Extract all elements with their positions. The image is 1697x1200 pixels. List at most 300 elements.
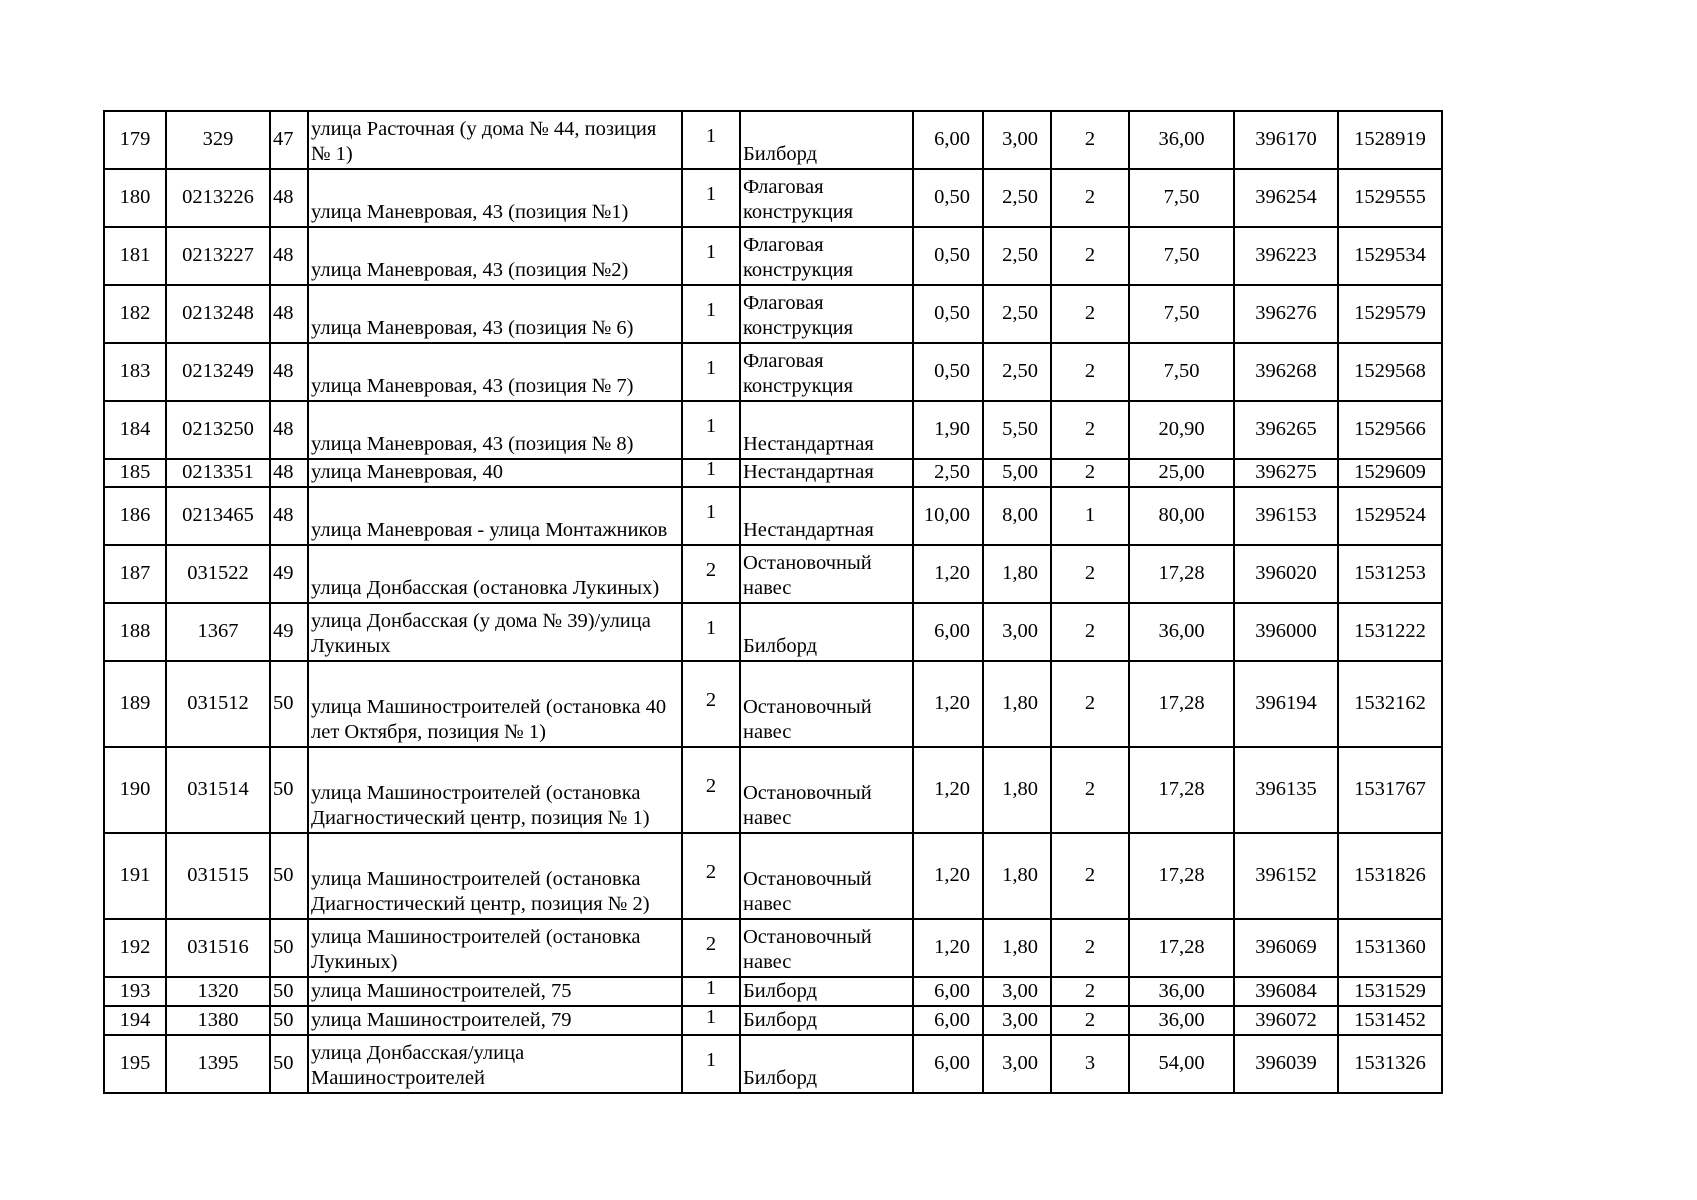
row-number: 182 [119,302,151,325]
row-number: 192 [119,936,151,959]
sides-count: 1 [705,299,717,322]
y-coordinate-cell [1338,343,1442,401]
area-value: 36,00 [1158,128,1205,151]
address-cell [308,1035,682,1093]
count-value-cell [1051,1006,1129,1035]
construction-type-cell [740,1006,913,1035]
height-value: 5,00 [1002,461,1038,484]
zone-number-cell [270,661,308,747]
x-coordinate-cell [1234,1006,1338,1035]
construction-code-cell [166,747,270,833]
address: улица Донбасская/улица Машиностроителей [311,1041,525,1090]
area-value: 7,50 [1163,302,1200,325]
address: улица Маневровая - улица Монтажников [311,519,668,542]
construction-type-cell [740,111,913,169]
count-value-cell [1051,111,1129,169]
y-coordinate: 1531326 [1354,1052,1426,1075]
area-value: 17,28 [1158,692,1205,715]
zone-number-cell [270,603,308,661]
area-value: 36,00 [1158,1008,1205,1031]
sides-count-cell [682,401,740,459]
area-value: 17,28 [1158,562,1205,585]
area-value-cell [1129,977,1234,1006]
x-coordinate-cell [1234,227,1338,285]
count-value-cell [1051,459,1129,487]
width-value: 10,00 [923,504,970,527]
zone-number-cell [270,285,308,343]
construction-type: Флаговая конструкция [743,349,854,398]
sides-count: 1 [705,125,717,148]
sides-count-cell [682,747,740,833]
y-coordinate: 1531529 [1354,979,1426,1002]
construction-type: Флаговая конструкция [743,175,854,224]
area-value-cell [1129,401,1234,459]
construction-code-cell [166,343,270,401]
construction-type: Билборд [743,1067,818,1090]
width-value-cell [913,545,983,603]
row-number-cell [104,1035,166,1093]
address: улица Машиностроителей (остановка Диагностический центр, позиция № 1) [311,781,650,830]
x-coordinate: 396135 [1255,778,1317,801]
sides-count-cell [682,977,740,1006]
sides-count: 1 [705,241,717,264]
sides-count-cell [682,919,740,977]
width-value: 6,00 [934,128,970,151]
row-number-cell [104,343,166,401]
address-cell [308,977,682,1006]
construction-type-cell [740,1035,913,1093]
sides-count: 1 [705,459,717,481]
row-number-cell [104,977,166,1006]
count-value: 2 [1084,418,1096,441]
count-value: 2 [1084,244,1096,267]
y-coordinate: 1531767 [1354,778,1426,801]
address: улица Машиностроителей, 79 [311,1009,572,1032]
height-value-cell [983,661,1051,747]
area-value-cell [1129,459,1234,487]
row-number: 179 [119,128,151,151]
construction-code: 0213249 [182,360,254,383]
x-coordinate: 396000 [1255,620,1317,643]
zone-number: 50 [273,979,294,1002]
width-value: 1,90 [934,418,970,441]
width-value-cell [913,401,983,459]
count-value: 2 [1084,360,1096,383]
sides-count-cell [682,1035,740,1093]
width-value-cell [913,1035,983,1093]
x-coordinate: 396223 [1255,244,1317,267]
area-value-cell [1129,1006,1234,1035]
sides-count: 2 [705,689,717,712]
sides-count-cell [682,661,740,747]
address: улица Донбасская (у дома № 39)/улица Лукиных [311,609,651,658]
row-number-cell [104,603,166,661]
height-value-cell [983,747,1051,833]
height-value: 2,50 [1002,186,1038,209]
table-row [104,977,1442,1006]
width-value-cell [913,747,983,833]
zone-number: 48 [273,360,294,383]
zone-number: 50 [273,1052,294,1075]
address-cell [308,401,682,459]
construction-code: 1367 [197,620,239,643]
address: улица Маневровая, 43 (позиция № 7) [311,375,634,398]
height-value-cell [983,459,1051,487]
construction-code-cell [166,169,270,227]
construction-code-cell [166,111,270,169]
area-value: 25,00 [1158,461,1205,484]
row-number: 180 [119,186,151,209]
zone-number-cell [270,111,308,169]
construction-type-cell [740,603,913,661]
construction-code: 0213226 [182,186,254,209]
sides-count-cell [682,343,740,401]
construction-type-cell [740,227,913,285]
construction-type: Флаговая конструкция [743,291,854,340]
construction-code-cell [166,545,270,603]
sides-count: 2 [705,933,717,956]
y-coordinate-cell [1338,545,1442,603]
y-coordinate: 1531222 [1354,620,1426,643]
x-coordinate: 396170 [1255,128,1317,151]
y-coordinate: 1529568 [1354,360,1426,383]
zone-number: 50 [273,936,294,959]
width-value-cell [913,343,983,401]
count-value: 2 [1084,1008,1096,1031]
address: улица Машиностроителей (остановка 40 лет Октября, позиция № 1) [311,695,667,744]
construction-code-cell [166,1035,270,1093]
construction-code-cell [166,487,270,545]
construction-code: 0213250 [182,418,254,441]
construction-type-cell [740,919,913,977]
area-value-cell [1129,111,1234,169]
width-value: 1,20 [934,562,970,585]
height-value-cell [983,401,1051,459]
count-value-cell [1051,401,1129,459]
construction-type-cell [740,545,913,603]
y-coordinate-cell [1338,977,1442,1006]
address-cell [308,545,682,603]
height-value-cell [983,833,1051,919]
x-coordinate-cell [1234,487,1338,545]
height-value: 1,80 [1002,936,1038,959]
zone-number: 48 [273,244,294,267]
count-value: 2 [1084,864,1096,887]
sides-count: 1 [705,183,717,206]
row-number: 185 [119,461,151,484]
x-coordinate-cell [1234,919,1338,977]
y-coordinate-cell [1338,1035,1442,1093]
zone-number-cell [270,459,308,487]
row-number: 186 [119,504,151,527]
area-value: 7,50 [1163,360,1200,383]
table-row [104,545,1442,603]
construction-type-cell [740,169,913,227]
y-coordinate-cell [1338,833,1442,919]
sides-count: 1 [705,415,717,438]
construction-code-cell [166,401,270,459]
x-coordinate: 396072 [1255,1008,1317,1031]
width-value: 1,20 [934,692,970,715]
table-row [104,459,1442,487]
area-value: 54,00 [1158,1052,1205,1075]
row-number: 187 [119,562,151,585]
width-value: 0,50 [934,186,970,209]
zone-number: 50 [273,1008,294,1031]
height-value: 3,00 [1002,128,1038,151]
count-value-cell [1051,747,1129,833]
count-value: 1 [1084,504,1096,527]
width-value: 0,50 [934,302,970,325]
x-coordinate-cell [1234,545,1338,603]
sides-count-cell [682,833,740,919]
height-value-cell [983,545,1051,603]
count-value-cell [1051,919,1129,977]
construction-code: 1320 [197,979,239,1002]
construction-type: Билборд [743,635,818,658]
count-value-cell [1051,1035,1129,1093]
area-value: 20,90 [1158,418,1205,441]
x-coordinate-cell [1234,1035,1338,1093]
x-coordinate-cell [1234,833,1338,919]
height-value: 3,00 [1002,979,1038,1002]
row-number-cell [104,661,166,747]
height-value: 5,50 [1002,418,1038,441]
x-coordinate-cell [1234,343,1338,401]
count-value-cell [1051,487,1129,545]
row-number: 194 [119,1008,151,1031]
area-value-cell [1129,1035,1234,1093]
address: улица Маневровая, 40 [311,461,504,484]
row-number-cell [104,401,166,459]
construction-code: 031522 [187,562,249,585]
x-coordinate-cell [1234,661,1338,747]
height-value: 1,80 [1002,864,1038,887]
construction-type: Остановочный навес [743,925,872,974]
table-row [104,487,1442,545]
construction-code: 031515 [187,864,249,887]
y-coordinate: 1531452 [1354,1008,1426,1031]
address-cell [308,603,682,661]
zone-number-cell [270,487,308,545]
construction-code: 0213351 [182,461,254,484]
zone-number-cell [270,227,308,285]
zone-number: 49 [273,562,294,585]
address-cell [308,459,682,487]
table-row [104,603,1442,661]
table-body [104,111,1442,1093]
y-coordinate-cell [1338,487,1442,545]
address-cell [308,111,682,169]
row-number-cell [104,227,166,285]
sides-count: 1 [705,501,717,524]
height-value: 3,00 [1002,620,1038,643]
x-coordinate: 396069 [1255,936,1317,959]
zone-number: 48 [273,461,294,484]
width-value: 1,20 [934,936,970,959]
construction-code: 031514 [187,778,249,801]
width-value-cell [913,111,983,169]
area-value: 7,50 [1163,186,1200,209]
construction-type: Билборд [743,1009,818,1032]
sides-count-cell [682,545,740,603]
area-value-cell [1129,343,1234,401]
width-value: 0,50 [934,244,970,267]
zone-number: 48 [273,504,294,527]
area-value-cell [1129,227,1234,285]
height-value-cell [983,1006,1051,1035]
construction-type-cell [740,833,913,919]
zone-number: 48 [273,302,294,325]
count-value: 3 [1084,1052,1096,1075]
sides-count-cell [682,1006,740,1035]
width-value: 6,00 [934,620,970,643]
table-row [104,343,1442,401]
table-row [104,285,1442,343]
address: улица Маневровая, 43 (позиция №2) [311,259,629,282]
y-coordinate-cell [1338,111,1442,169]
x-coordinate: 396152 [1255,864,1317,887]
height-value-cell [983,977,1051,1006]
construction-code: 329 [202,128,234,151]
area-value-cell [1129,285,1234,343]
area-value: 7,50 [1163,244,1200,267]
x-coordinate: 396194 [1255,692,1317,715]
count-value: 2 [1084,302,1096,325]
zone-number-cell [270,833,308,919]
sides-count-cell [682,285,740,343]
height-value: 2,50 [1002,360,1038,383]
zone-number-cell [270,169,308,227]
x-coordinate: 396039 [1255,1052,1317,1075]
address: улица Маневровая, 43 (позиция № 6) [311,317,634,340]
x-coordinate-cell [1234,603,1338,661]
height-value: 1,80 [1002,692,1038,715]
table-row [104,227,1442,285]
row-number-cell [104,459,166,487]
zone-number: 47 [273,128,294,151]
width-value-cell [913,487,983,545]
zone-number: 49 [273,620,294,643]
construction-code-cell [166,459,270,487]
sides-count-cell [682,169,740,227]
table-row [104,111,1442,169]
x-coordinate-cell [1234,747,1338,833]
construction-code-cell [166,977,270,1006]
construction-code: 0213465 [182,504,254,527]
y-coordinate-cell [1338,919,1442,977]
x-coordinate-cell [1234,459,1338,487]
y-coordinate: 1528919 [1354,128,1426,151]
area-value-cell [1129,487,1234,545]
construction-code: 031512 [187,692,249,715]
address-cell [308,1006,682,1035]
area-value-cell [1129,661,1234,747]
count-value-cell [1051,833,1129,919]
construction-code-cell [166,919,270,977]
address: улица Маневровая, 43 (позиция №1) [311,201,629,224]
area-value-cell [1129,603,1234,661]
address: улица Расточная (у дома № 44, позиция № 1) [311,117,657,166]
address-cell [308,487,682,545]
construction-type-cell [740,285,913,343]
table-row [104,169,1442,227]
construction-code-cell [166,603,270,661]
construction-type: Билборд [743,980,818,1003]
row-number-cell [104,111,166,169]
address-cell [308,227,682,285]
construction-code-cell [166,833,270,919]
address-cell [308,747,682,833]
address: улица Маневровая, 43 (позиция № 8) [311,433,634,456]
width-value-cell [913,285,983,343]
height-value: 8,00 [1002,504,1038,527]
y-coordinate-cell [1338,661,1442,747]
y-coordinate-cell [1338,459,1442,487]
count-value: 2 [1084,979,1096,1002]
construction-code: 0213248 [182,302,254,325]
construction-code-cell [166,661,270,747]
construction-type: Билборд [743,143,818,166]
construction-code: 031516 [187,936,249,959]
x-coordinate: 396265 [1255,418,1317,441]
construction-type: Остановочный навес [743,695,872,744]
address: улица Машиностроителей (остановка Диагностический центр, позиция № 2) [311,867,650,916]
row-number: 181 [119,244,151,267]
height-value-cell [983,285,1051,343]
y-coordinate-cell [1338,747,1442,833]
table-row [104,661,1442,747]
height-value-cell [983,919,1051,977]
width-value: 6,00 [934,1052,970,1075]
y-coordinate: 1529566 [1354,418,1426,441]
count-value: 2 [1084,461,1096,484]
table-row [104,833,1442,919]
width-value: 1,20 [934,864,970,887]
construction-type: Остановочный навес [743,781,872,830]
width-value-cell [913,603,983,661]
zone-number-cell [270,977,308,1006]
zone-number: 48 [273,186,294,209]
construction-type: Нестандартная [743,519,874,542]
y-coordinate: 1531253 [1354,562,1426,585]
sides-count: 1 [705,357,717,380]
y-coordinate: 1529579 [1354,302,1426,325]
sides-count: 1 [705,977,717,999]
area-value: 80,00 [1158,504,1205,527]
placement-table [103,110,1443,1094]
construction-type-cell [740,661,913,747]
y-coordinate: 1532162 [1354,692,1426,715]
y-coordinate: 1529524 [1354,504,1426,527]
construction-type: Нестандартная [743,461,874,484]
y-coordinate-cell [1338,603,1442,661]
width-value: 6,00 [934,1008,970,1031]
height-value: 3,00 [1002,1008,1038,1031]
zone-number-cell [270,1035,308,1093]
height-value-cell [983,227,1051,285]
address-cell [308,661,682,747]
height-value-cell [983,343,1051,401]
count-value: 2 [1084,620,1096,643]
row-number-cell [104,545,166,603]
height-value-cell [983,603,1051,661]
zone-number-cell [270,919,308,977]
y-coordinate-cell [1338,285,1442,343]
zone-number-cell [270,401,308,459]
address: улица Донбасская (остановка Лукиных) [311,577,660,600]
x-coordinate-cell [1234,977,1338,1006]
